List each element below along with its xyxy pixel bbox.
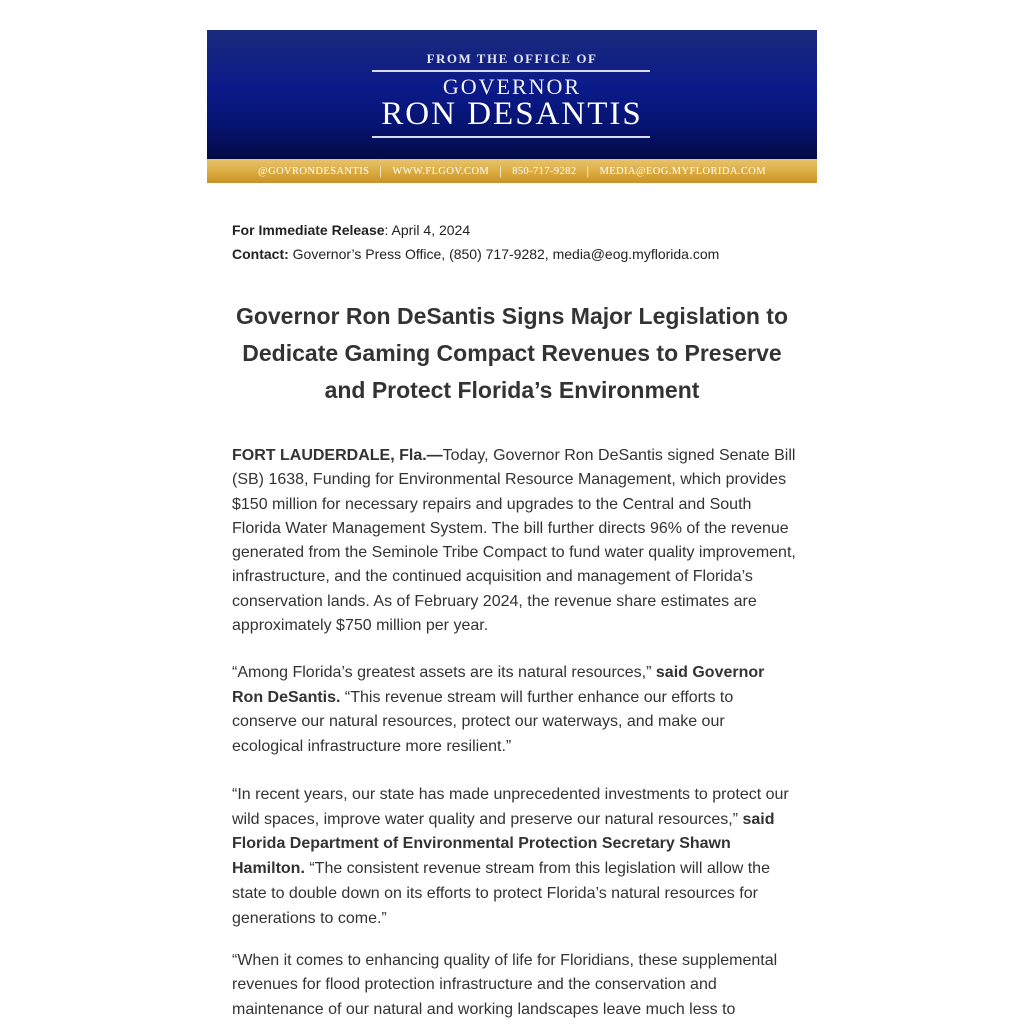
banner-website: WWW.FLGOV.COM	[392, 165, 490, 177]
banner-contact-strip	[207, 159, 817, 183]
header-banner	[207, 30, 817, 183]
dateline: FORT LAUDERDALE, Fla.—	[232, 447, 443, 464]
quote-text: “This revenue stream will further enhance our efforts to conserve our natural resources, protect our waterways, and make our ecological infrastructure more resilient.”	[232, 688, 734, 756]
banner-phone: 850-717-9282	[512, 165, 577, 177]
banner-handle: @GOVRONDESANTIS	[258, 165, 370, 177]
banner-from-text: FROM THE OFFICE OF	[426, 51, 598, 66]
release-date: : April 4, 2024	[384, 222, 471, 238]
quote-text: “In recent years, our state has made unprecedented investments to protect our wild spaces, improve water quality and preserve our natural resources,”	[232, 786, 789, 828]
quote-text: “Among Florida’s greatest assets are its natural resources,”	[232, 664, 656, 681]
banner-separator: |	[499, 163, 503, 178]
banner-governor-text: GOVERNOR	[442, 74, 582, 99]
quote-attribution: said Florida Department of Environmental Protection Secretary Shawn Hamilton.	[232, 810, 775, 878]
paragraph-1	[232, 444, 797, 638]
contact-line	[232, 246, 719, 262]
paragraph-3	[232, 783, 797, 931]
banner-name-text: RON DESANTIS	[381, 96, 643, 132]
paragraph-4-text: “When it comes to enhancing quality of life for Floridians, these supplemental revenues for flood protection infrastructure and the conservation and maintenance of our natural and working landscapes leave much less to	[232, 952, 778, 1018]
banner-divider-bottom	[372, 136, 650, 138]
banner-divider-top	[372, 70, 650, 72]
paragraph-1-text: Today, Governor Ron DeSantis signed Senate Bill (SB) 1638, Funding for Environmental Resource Management, which provides $150 million for necessary repairs and upgrades to the Central and South Florida Water Management System. The bill further directs 96% of the revenue generated from the Seminole Tribe Compact to fund water quality improvement, infrastructure, and the continued acquisition and management of Florida’s conservation lands. As of February 2024, the revenue share estimates are approximately $750 million per year.	[232, 447, 796, 635]
quote-attribution: said Governor Ron DeSantis.	[232, 664, 765, 706]
press-release-headline: Governor Ron DeSantis Signs Major Legislation to Dedicate Gaming Compact Revenues to Preserve and Protect Florida’s Environment	[235, 303, 789, 403]
banner-separator: |	[586, 163, 590, 178]
contact-label: Contact:	[232, 246, 289, 262]
release-line	[232, 222, 470, 238]
release-label: For Immediate Release	[232, 222, 385, 238]
contact-info: Governor’s Press Office, (850) 717-9282, media@eog.myflorida.com	[288, 246, 720, 262]
quote-text: “The consistent revenue stream from this legislation will allow the state to double down on its efforts to protect Florida’s natural resources for generations to come.”	[232, 860, 770, 927]
paragraph-2	[232, 661, 797, 760]
paragraph-4	[232, 949, 797, 1022]
banner-title-area	[207, 30, 817, 159]
banner-email: MEDIA@EOG.MYFLORIDA.COM	[599, 165, 766, 177]
banner-separator: |	[379, 163, 383, 178]
